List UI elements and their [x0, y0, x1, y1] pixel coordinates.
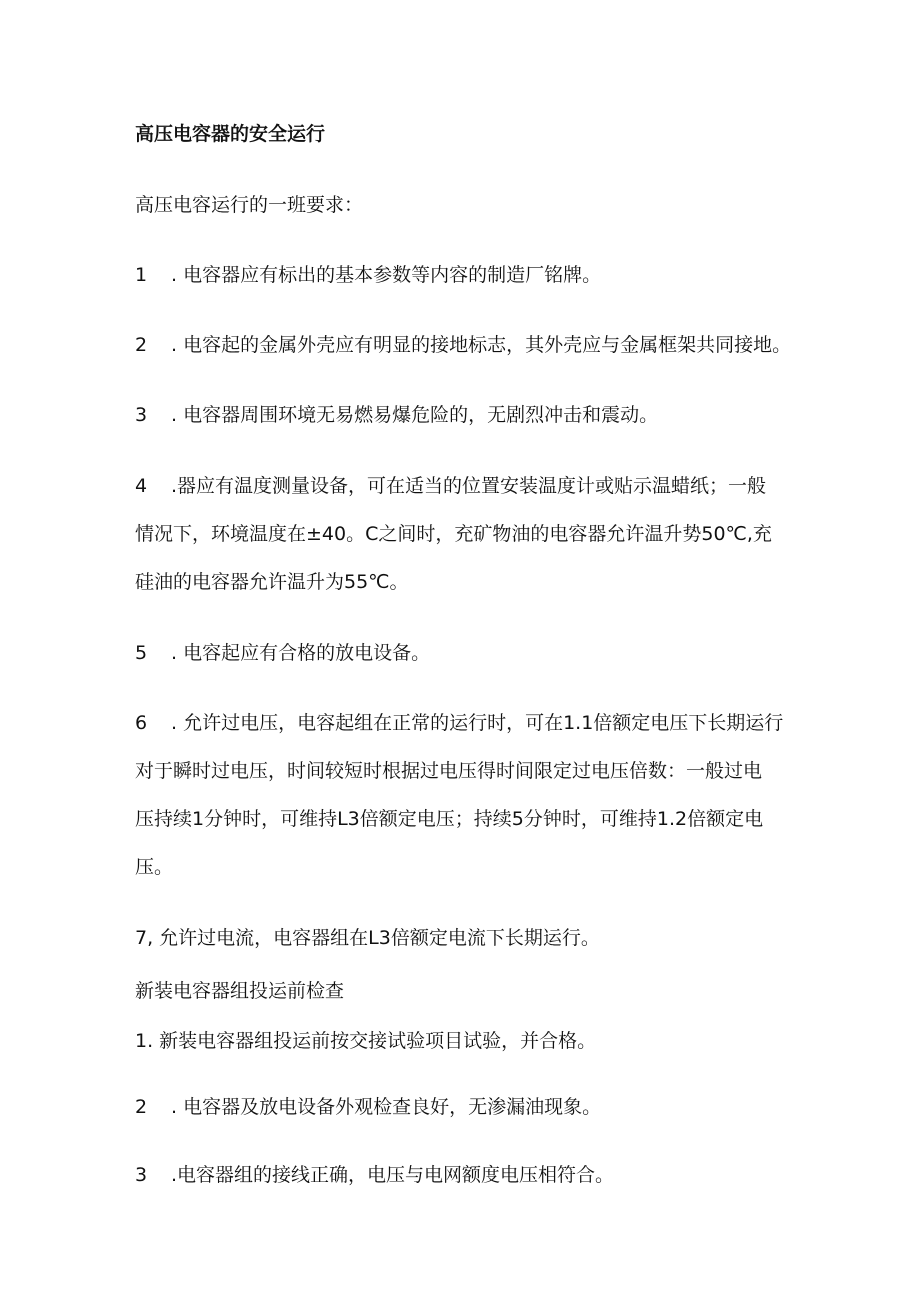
item-text: . 电容器周围环境无易燃易爆危险的，无剧烈冲击和震动。 — [171, 404, 659, 426]
list-item-4 — [135, 473, 766, 499]
item-number: 1 — [135, 264, 148, 286]
item-number: 3 — [135, 404, 148, 426]
list-item-2 — [135, 332, 791, 358]
list-item-6-continued: 压持续1分钟时，可维持L3倍额定电压；持续5分钟时，可维持1.2倍额定电 — [135, 808, 764, 830]
item-number: 2 — [135, 1096, 148, 1118]
check-item-1: 1. 新装电容器组投运前按交接试验项目试验，并合格。 — [135, 1030, 597, 1052]
check-item-3 — [135, 1162, 614, 1188]
item-text: . 电容器应有标出的基本参数等内容的制造厂铭牌。 — [171, 264, 602, 286]
list-item-3 — [135, 402, 658, 428]
list-item-4-continued: 情况下，环境温度在±40。C之间时，充矿物油的电容器允许温升势50℃,充 — [135, 523, 772, 545]
list-item-7: 7, 允许过电流，电容器组在L3倍额定电流下长期运行。 — [135, 927, 600, 949]
item-number: 3 — [135, 1164, 148, 1186]
list-item-5 — [135, 640, 430, 666]
item-text: . 电容器及放电设备外观检查良好，无渗漏油现象。 — [171, 1096, 602, 1118]
list-item-6-continued: 压。 — [135, 856, 174, 878]
section-heading: 新装电容器组投运前检查 — [135, 980, 345, 1002]
check-item-2 — [135, 1094, 601, 1120]
item-number: 4 — [135, 475, 148, 497]
item-number: 2 — [135, 334, 148, 356]
list-item-4-continued: 硅油的电容器允许温升为55℃。 — [135, 571, 409, 593]
item-text: .器应有温度测量设备，可在适当的位置安装温度计或贴示温蜡纸；一般 — [171, 475, 767, 497]
item-text: . 允许过电压，电容起组在正常的运行时，可在1.1倍额定电压下长期运行 — [171, 712, 784, 734]
item-text: . 电容起应有合格的放电设备。 — [171, 642, 431, 664]
item-text: .电容器组的接线正确，电压与电网额度电压相符合。 — [171, 1164, 615, 1186]
list-item-1 — [135, 262, 601, 288]
item-number: 6 — [135, 712, 148, 734]
list-item-6 — [135, 710, 783, 736]
list-item-6-continued: 对于瞬时过电压，时间较短时根据过电压得时间限定过电压倍数：一般过电 — [135, 760, 763, 782]
item-number: 5 — [135, 642, 148, 664]
item-text: . 电容起的金属外壳应有明显的接地标志，其外壳应与金属框架共同接地。 — [171, 334, 792, 356]
document-title: 高压电容器的安全运行 — [135, 123, 326, 145]
intro-text: 高压电容运行的一班要求： — [135, 194, 364, 216]
